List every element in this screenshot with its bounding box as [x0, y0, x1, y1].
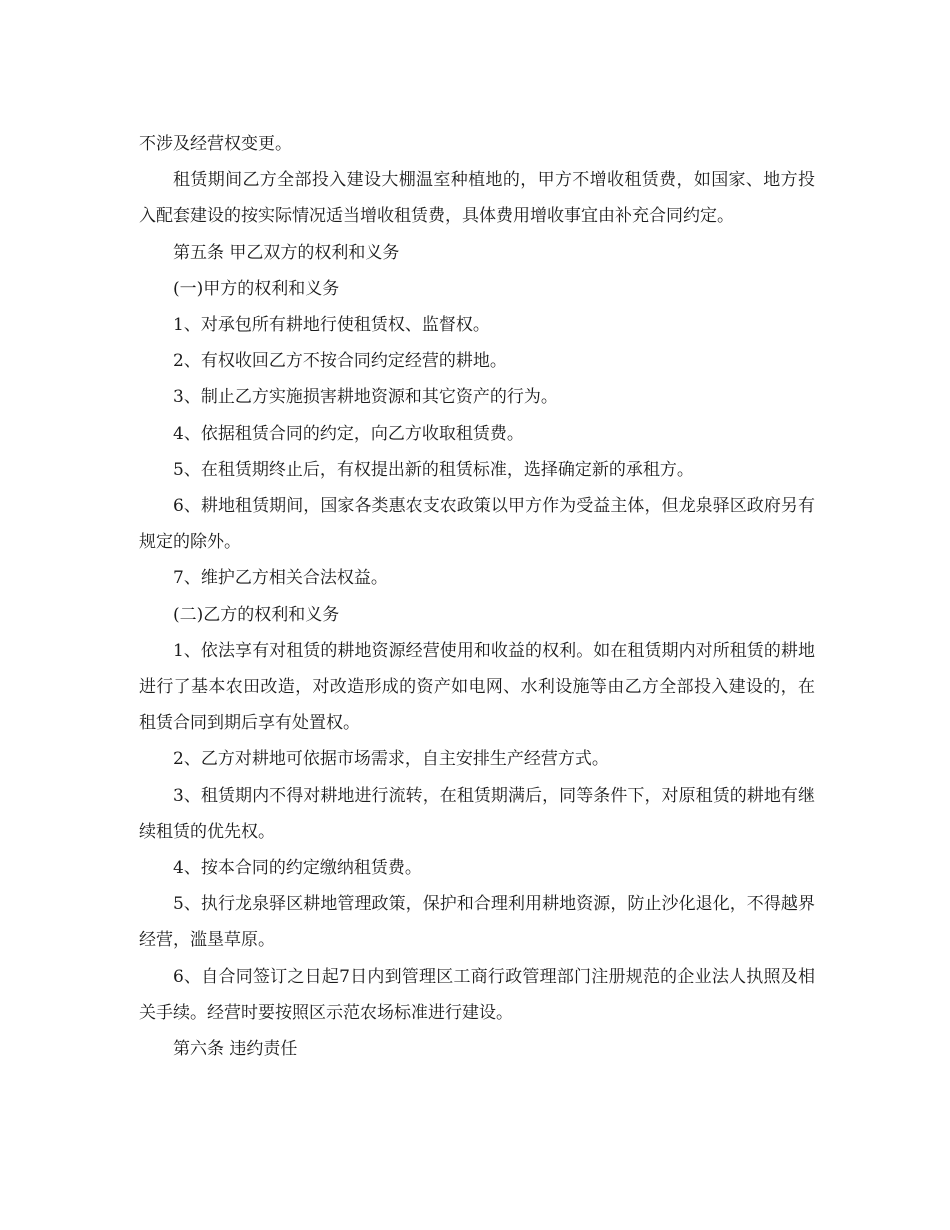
party-b-item-3: 3、租赁期内不得对耕地进行流转，在租赁期满后，同等条件下，对原租赁的耕地有继续租赁的优先权。 [139, 785, 815, 842]
party-a-item-2: 2、有权收回乙方不按合同约定经营的耕地。 [173, 351, 507, 372]
article-6-heading: 第六条 违约责任 [173, 1039, 298, 1060]
party-a-item-5: 5、在租赁期终止后，有权提出新的租赁标准，选择确定新的承租方。 [173, 459, 694, 480]
party-b-item-4: 4、按本合同的约定缴纳租赁费。 [173, 858, 422, 879]
party-a-item-7: 7、维护乙方相关合法权益。 [173, 568, 388, 589]
party-a-item-4: 4、依据租赁合同的约定，向乙方收取租赁费。 [173, 423, 524, 444]
paragraph-continuation: 不涉及经营权变更。 [139, 134, 292, 154]
paragraph-greenhouse-clause: 租赁期间乙方全部投入建设大棚温室种植地的，甲方不增收租赁费，如国家、地方投入配套建设的按实际情况适当增收租赁费，具体费用增收事宜由补充合同约定。 [139, 170, 815, 227]
party-a-item-3: 3、制止乙方实施损害耕地资源和其它资产的行为。 [173, 387, 558, 408]
party-a-item-1: 1、对承包所有耕地行使租赁权、监督权。 [173, 315, 490, 336]
section-party-b-heading: (二)乙方的权利和义务 [173, 604, 340, 625]
party-b-item-1: 1、依法享有对租赁的耕地资源经营使用和收益的权利。如在租赁期内对所租赁的耕地进行了基本农田改造，对改造形成的资产如电网、水利设施等由乙方全部投入建设的，在租赁合同到期后享有处置权。 [139, 640, 815, 734]
party-a-item-6: 6、耕地租赁期间，国家各类惠农支农政策以甲方作为受益主体，但龙泉驿区政府另有规定的除外。 [139, 496, 815, 553]
document-page [139, 126, 815, 1067]
party-b-item-2: 2、乙方对耕地可依据市场需求，自主安排生产经营方式。 [173, 749, 609, 770]
article-5-heading: 第五条 甲乙双方的权利和义务 [173, 242, 400, 263]
section-party-a-heading: (一)甲方的权利和义务 [173, 278, 340, 299]
party-b-item-6: 6、自合同签订之日起7日内到管理区工商行政管理部门注册规范的企业法人执照及相关手续。经营时要按照区示范农场标准进行建设。 [139, 966, 815, 1023]
party-b-item-5: 5、执行龙泉驿区耕地管理政策，保护和合理利用耕地资源，防止沙化退化，不得越界经营，滥垦草原。 [139, 894, 815, 951]
